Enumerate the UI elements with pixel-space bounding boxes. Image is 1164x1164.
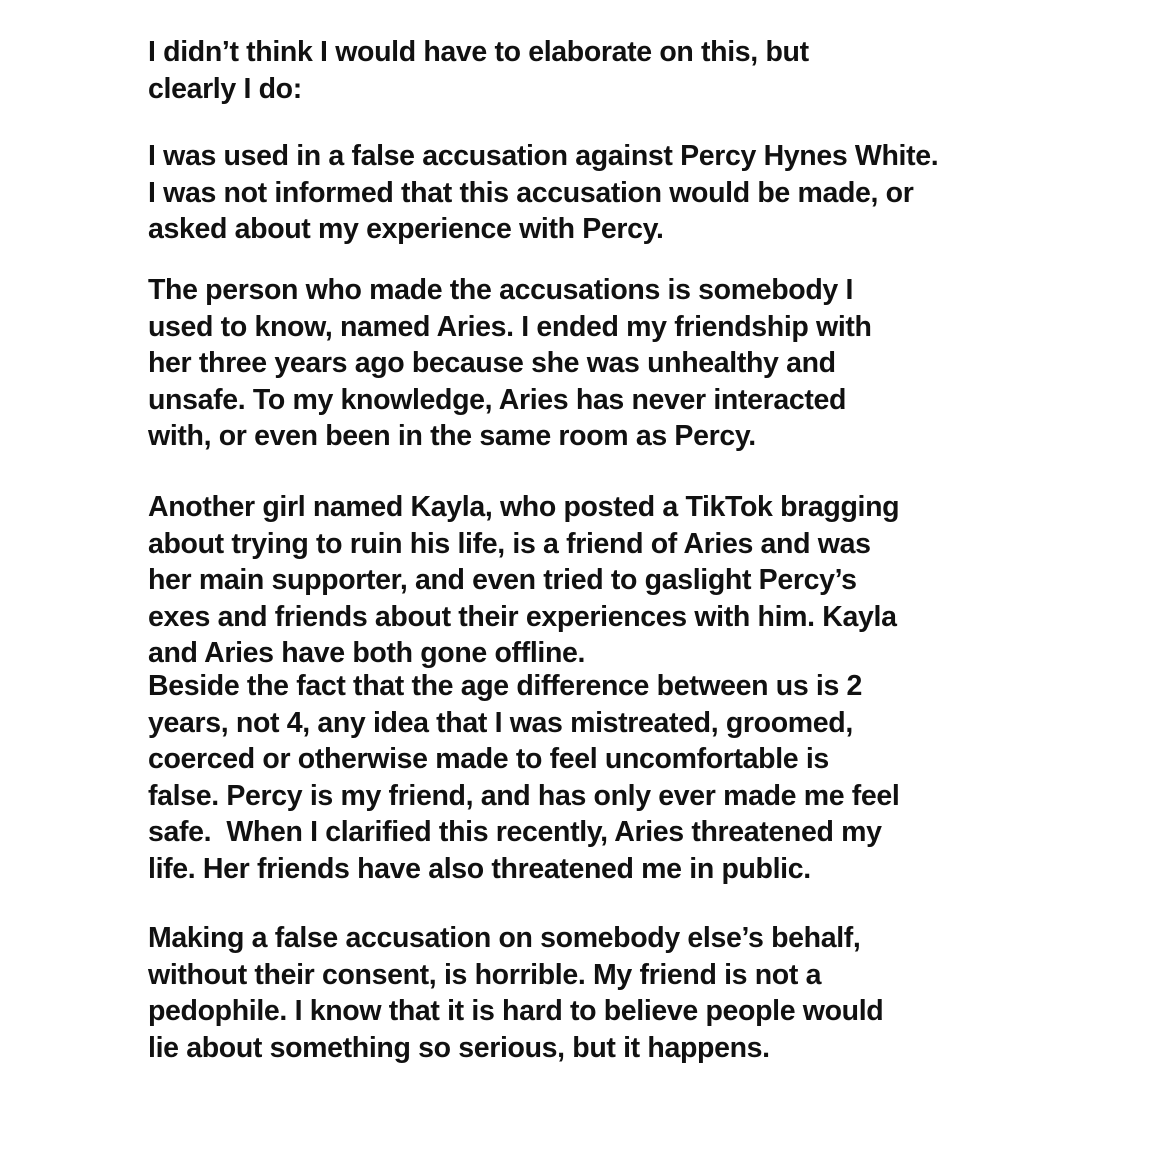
text-line: coerced or otherwise made to feel uncomfortable is [148,743,829,776]
text-line: her three years ago because she was unhealthy and [148,347,836,380]
text-line: with, or even been in the same room as Percy. [148,420,756,453]
text-line: years, not 4, any idea that I was mistreated, groomed, [148,706,853,739]
text-line: about trying to ruin his life, is a friend of Aries and was [148,527,871,560]
text-line: and Aries have both gone offline. [148,637,586,670]
text-line: clearly I do: [148,72,302,105]
paragraph-conclusion [148,920,883,1066]
text-line: without their consent, is horrible. My friend is not a [148,958,822,991]
text-line: Beside the fact that the age difference between us is 2 [148,670,863,702]
text-line: her main supporter, and even tried to gaslight Percy’s [148,564,857,597]
text-line: Making a false accusation on somebody else’s behalf, [148,922,861,954]
paragraph-false-accusation [148,138,938,248]
text-line: unsafe. To my knowledge, Aries has never interacted [148,383,847,416]
text-line: exes and friends about their experiences with him. Kayla [148,600,897,633]
text-line: pedophile. I know that it is hard to believe people would [148,995,884,1028]
paragraph-intro [148,34,809,107]
paragraph-aries [148,272,872,455]
text-line: Another girl named Kayla, who posted a TikTok bragging [148,491,900,523]
paragraph-age-difference [148,668,900,888]
text-line: I was used in a false accusation against Percy Hynes White. [148,140,939,172]
paragraph-kayla [148,489,899,672]
text-line: false. Percy is my friend, and has only ever made me feel [148,779,900,812]
text-line: I didn’t think I would have to elaborate on this, but [148,36,809,68]
text-line: asked about my experience with Percy. [148,213,664,246]
text-line: safe. When I clarified this recently, Aries threatened my [148,816,882,849]
text-line: The person who made the accusations is somebody I [148,274,854,306]
text-line: I was not informed that this accusation would be made, or [148,176,914,209]
text-line: lie about something so serious, but it happens. [148,1031,770,1064]
text-line: life. Her friends have also threatened me in public. [148,852,811,885]
text-line: used to know, named Aries. I ended my friendship with [148,310,872,343]
